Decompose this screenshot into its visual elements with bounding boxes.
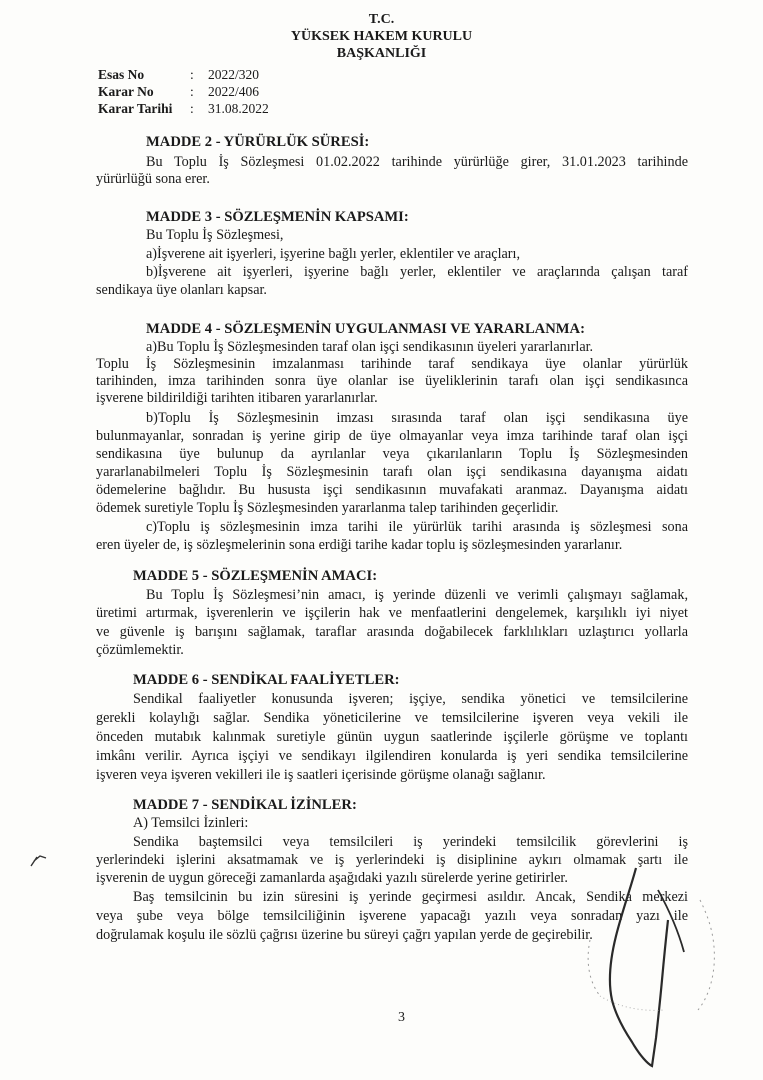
decision-date-sep: :	[190, 101, 194, 116]
article-4-line: sendikasına üye bulunup da ayrılanlar veya çıkarılanların Toplu İş Sözleşmesinden	[96, 446, 688, 462]
decision-date-value: 31.08.2022	[208, 101, 269, 116]
article-4-line: b)Toplu İş Sözleşmesinin imzası sırasında taraf olan işçi sendikasına üye	[146, 410, 688, 426]
article-4-line: c)Toplu iş sözleşmesinin imza tarihi ile yürürlük tarihi arasında iş sözleşmesi sona	[146, 519, 688, 535]
signature-paraph	[560, 820, 750, 1070]
article-5-line: Bu Toplu İş Sözleşmesi’nin amacı, iş yerinde düzenli ve verimli çalışmayı sağlamak,	[146, 587, 688, 603]
article-4-line: Toplu İş Sözleşmesinin imzalanması tarihinde taraf sendikaya üye olanlar yürürlük	[96, 356, 688, 372]
article-7-heading: MADDE 7 - SENDİKAL İZİNLER:	[133, 797, 357, 813]
header-country: T.C.	[368, 12, 395, 27]
article-3-line: sendikaya üye olanları kapsar.	[96, 282, 267, 298]
page-number: 3	[398, 1010, 405, 1025]
article-2-heading: MADDE 2 - YÜRÜRLÜK SÜRESİ:	[146, 134, 370, 150]
article-5-line: ve güvenle iş barışını sağlamak, taraflar arasında doğabilecek farklılıkları uzlaştırıcı yollarla	[96, 624, 688, 640]
article-4-line: eren üyeler de, iş sözleşmelerinin sona erdiği tarihe kadar toplu iş sözleşmesinden yararlanır.	[96, 537, 623, 553]
article-5-line: çözümlemektir.	[96, 642, 184, 658]
article-5-line: üretimi artırmak, işverenlerin ve işçilerin hak ve menfaatlerini dengelemek, karşılıklı iyi niyet	[96, 605, 688, 621]
decision-number-value: 2022/406	[208, 84, 260, 99]
article-7-line: Sendika baştemsilci veya temsilcileri iş yerindeki temsilcilik görevlerini iş	[133, 834, 688, 850]
case-number-value: 2022/320	[208, 67, 260, 82]
article-4-line: ödemek suretiyle Toplu İş Sözleşmesinden yararlanma talep tarihinden geçerlidir.	[96, 500, 559, 516]
article-6-line: gerekli kolaylığı sağlar. Sendika yöneticilerine ve temsilcilerine işveren veya vekili ile	[96, 710, 688, 726]
article-7-line: doğrulamak koşulu ile sözlü çağrısı üzerine bu süreyi çağrı yapılan yerde de geçirebilir.	[96, 927, 593, 943]
article-5-heading: MADDE 5 - SÖZLEŞMENİN AMACI:	[133, 568, 378, 584]
article-4-line: tarihinden, imza tarihinden sonra üye olanlar ise üyeliklerinin tarafı olan işçi sendikasınca	[96, 373, 688, 389]
article-4-line: işverene bildirildiği tarihten itibaren yararlanırlar.	[96, 390, 378, 406]
case-number-label: Esas No	[98, 67, 145, 82]
case-number-sep: :	[190, 67, 194, 82]
article-3-line: b)İşverene ait işyerleri, işyerine bağlı yerler, eklentiler ve araçlarında çalışan taraf	[146, 264, 688, 280]
article-3-line: a)İşverene ait işyerleri, işyerine bağlı yerler, eklentiler ve araçları,	[146, 246, 521, 262]
article-7-line: veya şube veya bölge temsilciliğinin işverene yapacağı yazılı veya sonradan yazı ile	[96, 908, 688, 924]
header-office: BAŞKANLIĞI	[336, 46, 427, 61]
margin-mark-icon	[28, 852, 50, 870]
decision-number-row	[98, 83, 269, 100]
article-6-line: önceden mutabık kalınmak suretiyle günün uygun saatlerinde işçilerle görüşme ve toplantı	[96, 729, 688, 745]
article-3-heading: MADDE 3 - SÖZLEŞMENİN KAPSAMI:	[146, 209, 409, 225]
article-4-heading: MADDE 4 - SÖZLEŞMENİN UYGULANMASI VE YARARLANMA:	[146, 321, 585, 337]
article-6-line: Sendikal faaliyetler konusunda işveren; işçiye, sendika yönetici ve temsilcilerine	[133, 691, 688, 707]
article-6-line: işveren veya işveren vekilleri ile iş saatleri içerisinde görüşme olanağı sağlanır.	[96, 767, 546, 783]
article-4-line: bulunmayanlar, sonradan iş yerine girip de üye olmayanlar veya imza tarihinde taraf olan işçi	[96, 428, 688, 444]
article-3-line: Bu Toplu İş Sözleşmesi,	[146, 227, 284, 243]
decision-number-sep: :	[190, 84, 194, 99]
article-4-line: yararlanabilmeleri Toplu İş Sözleşmesinin tarafı olan işçi sendikasına dayanışma aidatı	[96, 464, 688, 480]
decision-date-row	[98, 100, 269, 117]
article-6-heading: MADDE 6 - SENDİKAL FAALİYETLER:	[133, 672, 400, 688]
decision-date-label: Karar Tarihi	[98, 101, 173, 116]
decision-number-label: Karar No	[98, 84, 154, 99]
article-7-line: yerlerindeki işlerini aksatmamak ve iş yerlerindeki iş disiplinine aykırı olmamak şartı ile	[96, 852, 688, 868]
article-7-line: A) Temsilci İzinleri:	[133, 815, 249, 831]
case-meta	[98, 66, 269, 117]
article-4-line: a)Bu Toplu İş Sözleşmesinden taraf olan işçi sendikasının üyeleri yararlanırlar.	[146, 339, 594, 355]
article-4-line: ödemelerine bağlıdır. Bu hususta işçi sendikasının muvafakati aranmaz. Dayanışma aidatı	[96, 482, 688, 498]
header-institution: YÜKSEK HAKEM KURULU	[290, 29, 473, 44]
article-2-line: Bu Toplu İş Sözleşmesi 01.02.2022 tarihinde yürürlüğe girer, 31.01.2023 tarihinde	[146, 154, 688, 170]
article-6-line: imkânı verilir. Ayrıca işçiyi ve sendikayı ilgilendiren konularda iş yeri sendika temsilcilerine	[96, 748, 688, 764]
article-7-line: işverenin de uygun göreceği zamanlarda aşağıdaki yazılı sürelerde yerine getirirler.	[96, 870, 568, 886]
case-number-row	[98, 66, 269, 83]
article-2-line: yürürlüğü sona erer.	[96, 171, 210, 187]
article-7-line: Baş temsilcinin bu izin süresini iş yerinde geçirmesi asıldır. Ancak, Sendika merkezi	[133, 889, 688, 905]
